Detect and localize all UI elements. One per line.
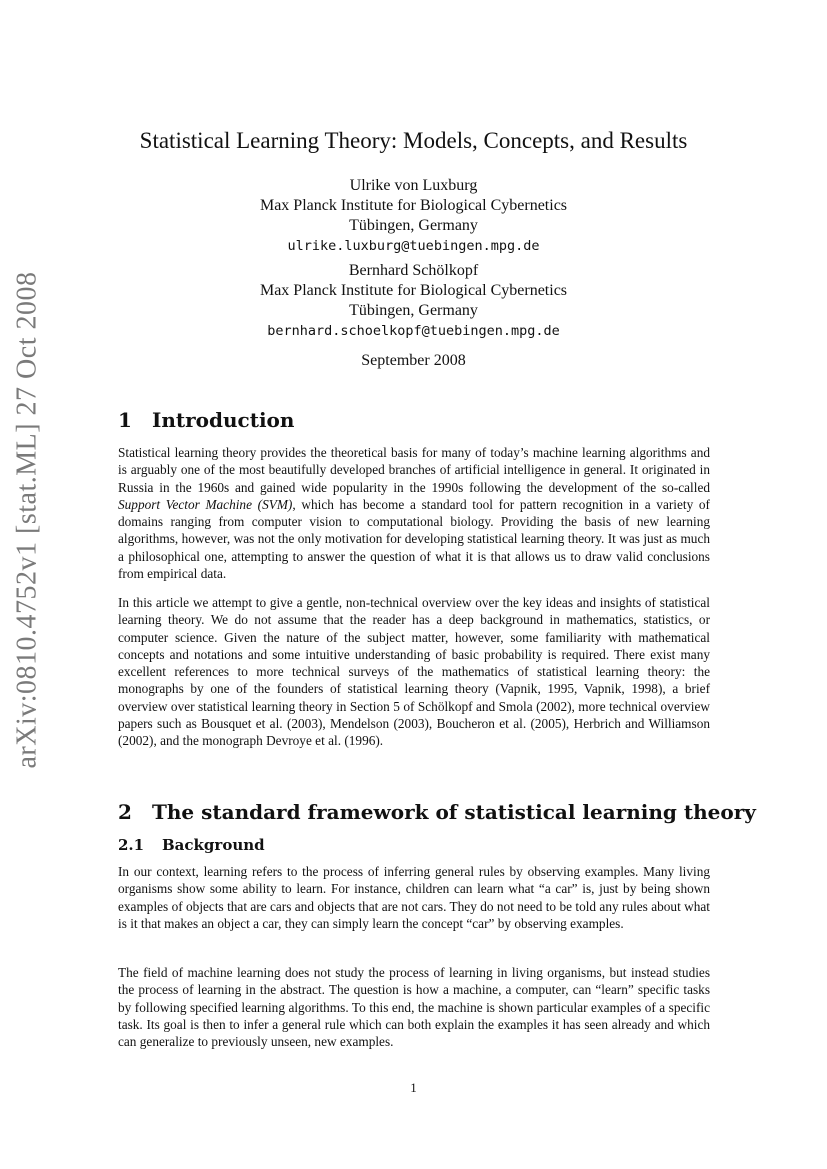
author-name: Bernhard Schölkopf (348, 262, 479, 279)
publication-date: September 2008 (361, 352, 466, 369)
author-block-2 (0, 261, 827, 341)
paper-title: Statistical Learning Theory: Models, Concepts, and Results (139, 128, 688, 153)
section-heading-introduction (118, 408, 294, 432)
author-affiliation: Max Planck Institute for Biological Cybernetics (259, 282, 568, 299)
author-location: Tübingen, Germany (349, 217, 478, 234)
author-affiliation: Max Planck Institute for Biological Cybernetics (259, 197, 568, 214)
author-email: ulrike.luxburg@tuebingen.mpg.de (287, 238, 540, 254)
subsection-number: 2.1 (118, 836, 145, 854)
author-location: Tübingen, Germany (349, 302, 478, 319)
subsection-title: Background (162, 836, 265, 854)
section-heading-framework (118, 800, 756, 824)
page-number: 1 (410, 1080, 417, 1095)
section-number: 1 (118, 408, 132, 432)
background-paragraph-1: In our context, learning refers to the process of inferring general rules by observing examples. Many living organisms show some ability to learn. For instance, children can learn what “a car” is, just by being shown examples of objects that are cars and objects that are not cars. They do not need to be told any rules about what is it that makes an object a car, they can simply learn the concept “car” by observing examples. (118, 864, 710, 931)
paragraph-text: , which has become a standard tool for pattern recognition in a variety of domains ranging from computer vision to computational biology. Providing the basis of new learning algorithms, however, was not the only motivation for developing statistical learning theory. It was just as much a philosophical one, attempting to answer the question of what it is that allows us to draw valid conclusions from empirical data. (118, 496, 710, 582)
author-email: bernhard.schoelkopf@tuebingen.mpg.de (267, 323, 560, 339)
intro-paragraph-2: In this article we attempt to give a gentle, non-technical overview over the key ideas and insights of statistical learning theory. We do not assume that the reader has a deep background in mathematics, statistics, or computer science. Given the nature of the subject matter, however, some familiarity with mathematical concepts and notations and some intuitive understanding of basic probability is required. There exist many excellent references to more technical surveys of the mathematics of statistical learning theory: the monographs by one of the founders of statistical learning theory (Vapnik, 1995, Vapnik, 1998), a brief overview over statistical learning theory in Section 5 of Schölkopf and Smola (2002), more technical overview papers such as Bousquet et al. (2003), Mendelson (2003), Boucheron et al. (2005), Herbrich and Williamson (2002), and the monograph Devroye et al. (1996). (118, 595, 710, 749)
intro-paragraph-1 (118, 444, 710, 582)
section-number: 2 (118, 800, 132, 824)
subsection-heading-background (118, 836, 265, 854)
section-title: Introduction (152, 408, 295, 432)
arxiv-identifier-text: arXiv:0810.4752v1 [stat.ML] 27 Oct 2008 (11, 271, 42, 769)
emphasized-term: Support Vector Machine (SVM) (118, 496, 293, 512)
author-block-1 (0, 176, 827, 256)
paragraph-text: Statistical learning theory provides the theoretical basis for many of today’s machine learning algorithms and is arguably one of the most beautifully developed branches of artificial intelligence in general. It originated in Russia in the 1960s and gained wide popularity in the 1990s following the development of the so-called (118, 445, 710, 495)
author-name: Ulrike von Luxburg (349, 177, 478, 194)
section-title: The standard framework of statistical learning theory (152, 800, 756, 824)
background-paragraph-2: The field of machine learning does not study the process of learning in living organisms, but instead studies the process of learning in the abstract. The question is how a machine, a computer, can “learn” specific tasks by following specified learning algorithms. To this end, the machine is shown particular examples of a specific task. Its goal is then to infer a general rule which can both explain the examples it has seen already and which can generalize to previously unseen, new examples. (118, 965, 710, 1050)
